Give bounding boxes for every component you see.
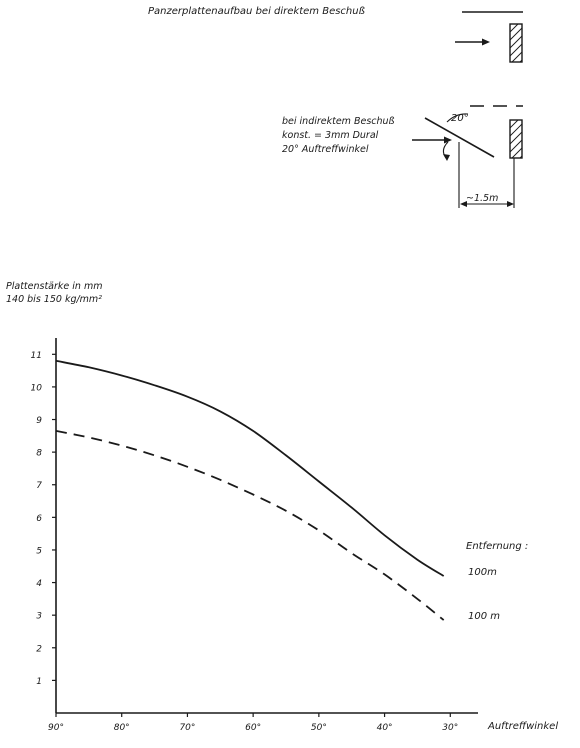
y-tick-label-6: 6 (36, 513, 42, 524)
diagram-title: Panzerplattenaufbau bei direktem Beschuß (148, 6, 365, 17)
legend-title: Entfernung : (466, 541, 529, 552)
y-axis-ticks (31, 351, 56, 687)
direct-arrow-icon (455, 39, 490, 46)
indirect-arrow-icon (412, 137, 452, 144)
x-tick-label-60: 60° (245, 723, 262, 733)
y-axis-title-line-1: Plattenstärke in mm (6, 281, 103, 292)
y-tick-label-5: 5 (36, 546, 42, 557)
x-axis-ticks (48, 713, 458, 733)
x-tick-label-70: 70° (179, 723, 196, 733)
series-line-solid (56, 361, 444, 576)
x-tick-label-80: 80° (113, 723, 130, 733)
x-tick-label-50: 50° (310, 723, 327, 733)
indirect-line-2: konst. = 3mm Dural (282, 130, 379, 141)
direct-armor-block (510, 24, 522, 62)
indirect-armor-block (510, 120, 522, 158)
indirect-line-1: bei indirektem Beschuß (282, 116, 395, 127)
label-solid-100m: 100m (468, 567, 497, 578)
deflection-arrowhead (443, 154, 450, 161)
y-tick-label-11: 11 (30, 350, 42, 361)
y-tick-label-7: 7 (36, 481, 42, 492)
series-line-dashed (56, 431, 444, 620)
y-tick-label-4: 4 (36, 579, 42, 590)
y-tick-label-3: 3 (36, 611, 42, 622)
thickness-chart (6, 281, 558, 733)
y-tick-label-8: 8 (36, 448, 42, 459)
indirect-line-3: 20° Auftreffwinkel (282, 144, 369, 155)
series-layer (56, 361, 444, 620)
y-tick-label-10: 10 (30, 383, 42, 394)
angle-label: 20° (451, 113, 469, 124)
x-tick-label-40: 40° (376, 723, 393, 733)
x-axis-title: Auftreffwinkel (488, 721, 559, 732)
y-tick-label-9: 9 (36, 416, 42, 427)
x-tick-label-90: 90° (48, 723, 64, 733)
y-tick-label-1: 1 (36, 676, 42, 687)
distance-label: ~1.5m (466, 193, 499, 204)
label-dashed-100m: 100 m (468, 611, 501, 622)
armor-diagram (148, 6, 523, 208)
y-tick-label-2: 2 (36, 644, 42, 655)
x-tick-label-30: 30° (442, 723, 459, 733)
y-axis-title-line-2: 140 bis 150 kg/mm² (6, 294, 102, 305)
